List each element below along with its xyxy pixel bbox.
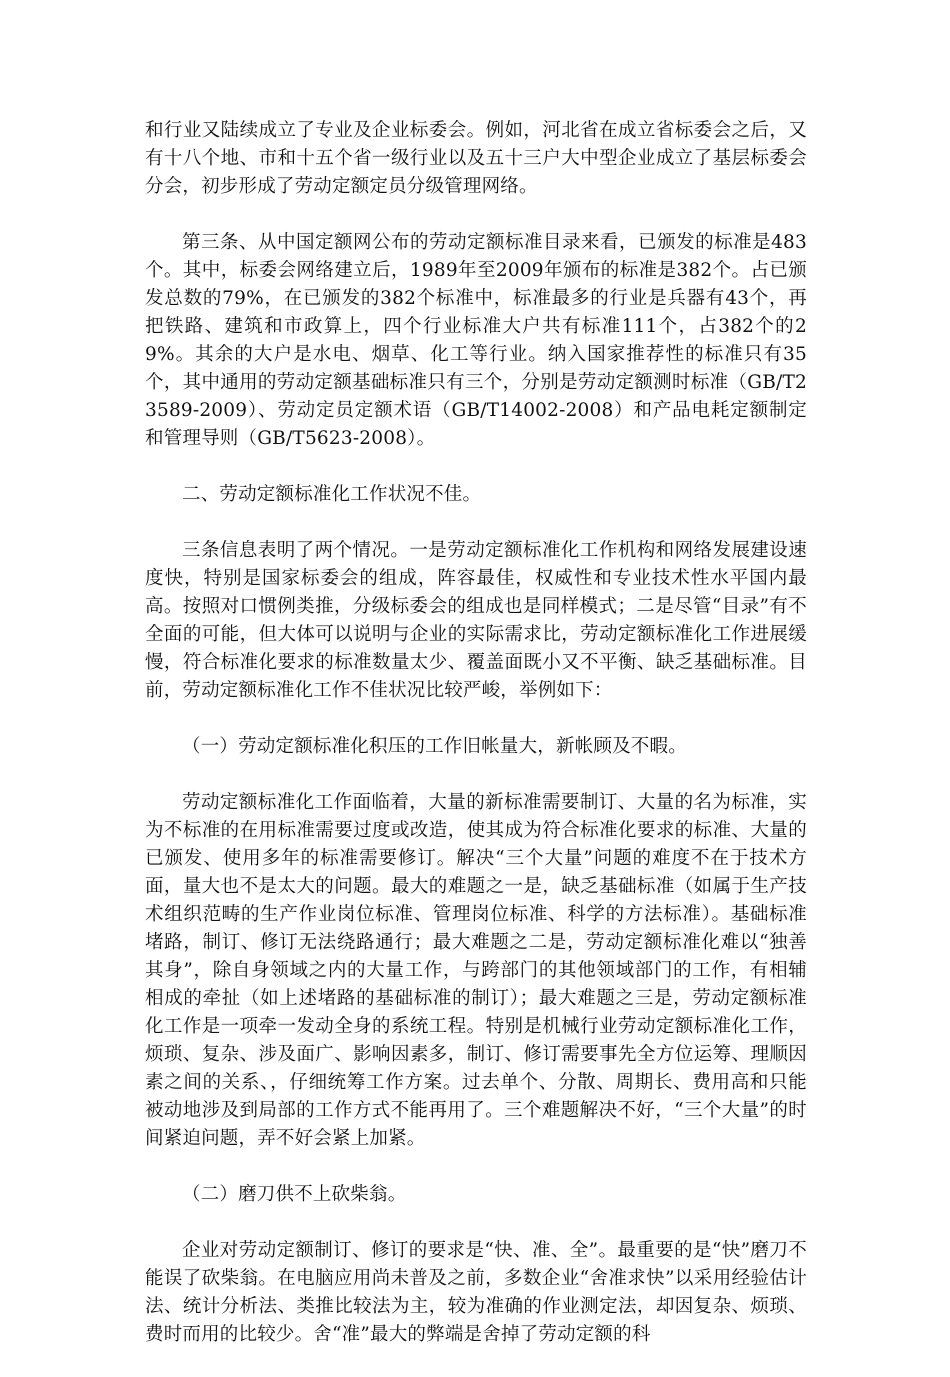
paragraph-4: 劳动定额标准化工作面临着，大量的新标准需要制订、大量的名为标准，实为不标准的在用标准需要过度或改造，使其成为符合标准化要求的标准、大量的已颁发、使用多年的标准需要修订。解决“三个大量”问题的难度不在于技术方面，量大也不是太大的问题。最大的难题之一是，缺乏基础标准（如属于生产技术组织范畴的生产作业岗位标准、管理岗位标准、科学的方法标准）。基础标准堵路，制订、修订无法绕路通行；最大难题之二是，劳动定额标准化难以“独善其身”，除自身领域之内的大量工作，与跨部门的其他领域部门的工作，有相辅相成的牵扯（如上述堵路的基础标准的制订）；最大难题之三是，劳动定额标准化工作是一项牵一发动全身的系统工程。特别是机械行业劳动定额标准化工作，烦琐、复杂、涉及面广、影响因素多，制订、修订需要事先全方位运筹、理顺因素之间的关系、，仔细统筹工作方案。过去单个、分散、周期长、费用高和只能被动地涉及到局部的工作方式不能再用了。三个难题解决不好，“三个大量”的时间紧迫问题，弄不好会紧上加紧。 [145,792,807,1149]
paragraph-5: 企业对劳动定额制订、修订的要求是“快、准、全”。最重要的是“快”磨刀不能误了砍柴翁。在电脑应用尚未普及之前，多数企业“舍准求快”以采用经验估计法、统计分析法、类推比较法为主，较为准确的作业测定法，却因复杂、烦琐、费时而用的比较少。舍“准”最大的弊端是舍掉了劳动定额的科 [145,1240,807,1345]
subsection-heading-2: （二）磨刀供不上砍柴翁。 [182,1184,407,1205]
section-heading-2: 二、劳动定额标准化工作状况不佳。 [182,484,482,505]
paragraph-1: 和行业又陆续成立了专业及企业标委会。例如，河北省在成立省标委会之后，又有十八个地、市和十五个省一级行业以及五十三户大中型企业成立了基层标委会分会，初步形成了劳动定额定员分级管理网络。 [145,120,807,197]
document-body [145,117,807,1377]
paragraph-3: 三条信息表明了两个情况。一是劳动定额标准化工作机构和网络发展建设速度快，特别是国家标委会的组成，阵容最佳，权威性和专业技术性水平国内最高。按照对口惯例类推，分级标委会的组成也是同样模式；二是尽管“目录”有不全面的可能，但大体可以说明与企业的实际需求比，劳动定额标准化工作进展缓慢，符合标准化要求的标准数量太少、覆盖面既小又不平衡、缺乏基础标准。目前，劳动定额标准化工作不佳状况比较严峻，举例如下： [145,540,807,701]
subsection-heading-1: （一）劳动定额标准化积压的工作旧帐量大，新帐顾及不暇。 [182,736,687,757]
paragraph-2: 第三条、从中国定额网公布的劳动定额标准目录来看，已颁发的标准是483个。其中，标委会网络建立后，1989年至2009年颁布的标准是382个。占已颁发总数的79%，在已颁发的382个标准中，标准最多的行业是兵器有43个，再把铁路、建筑和市政算上，四个行业标准大户共有标准111个，占382个的29%。其余的大户是水电、烟草、化工等行业。纳入国家推荐性的标准只有35个，其中通用的劳动定额基础标准只有三个，分别是劳动定额测时标准（GB/T23589-2009）、劳动定员定额术语（GB/T14002-2008）和产品电耗定额制定和管理导则（GB/T5623-2008）。 [145,232,807,449]
